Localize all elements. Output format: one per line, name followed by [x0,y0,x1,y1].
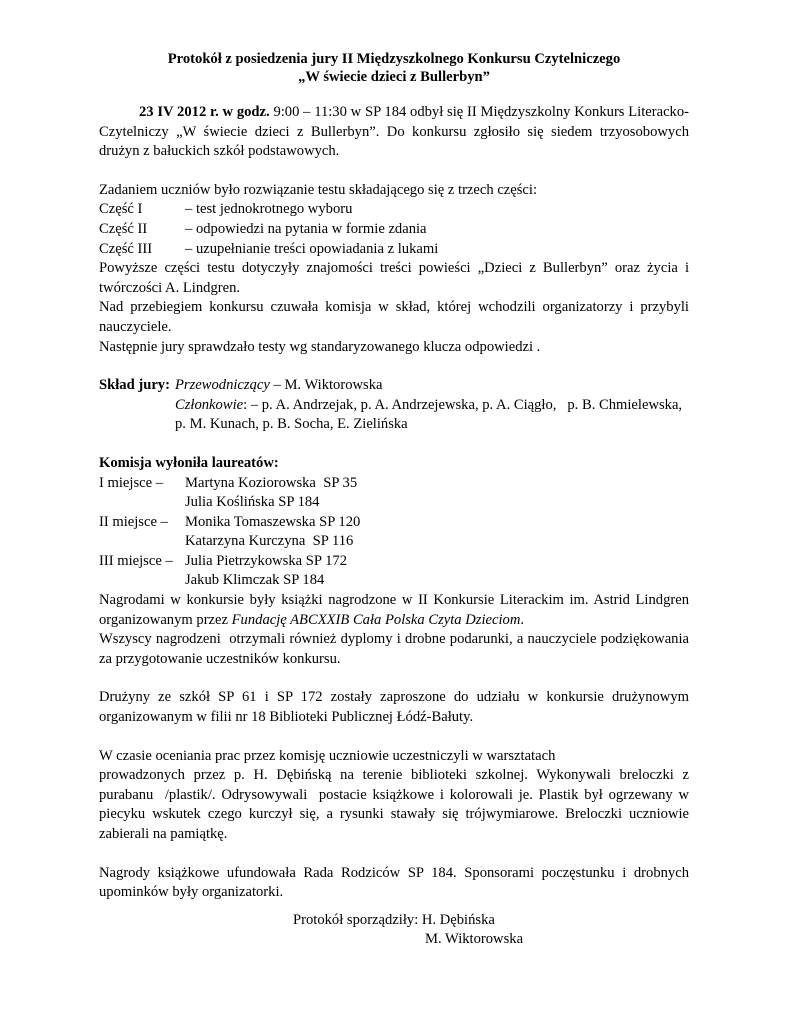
commission-paragraph: Nad przebiegiem konkursu czuwała komisja w skład, której wchodzili organizatorzy i przybyli nauczyciele. [99,299,689,335]
jury-members [99,396,689,435]
title-line-2: „W świecie dzieci z Bullerbyn” [298,69,490,85]
test-part-desc: – test jednokrotnego wyboru [185,201,353,218]
test-part-desc: – odpowiedzi na pytania w formie zdania [185,220,427,237]
task-intro: Zadaniem uczniów było rozwiązanie testu składającego się z trzech części: [99,181,538,198]
test-part-label: Część III [99,240,153,257]
laureate-row [99,474,689,494]
laureate-row [99,532,689,552]
jury-label: Skład jury: [99,377,170,394]
chair-role: Przewodniczący [175,377,270,394]
signature-line-1: Protokół sporządziły: H. Dębińska [293,911,495,928]
members-role: Członkowie [175,396,244,413]
place-label: III miejsce – [99,552,173,569]
document-title [99,50,689,86]
workshop-line-1: W czasie oceniania prac przez komisję uczniowie uczestniczyli w warsztatach [99,747,556,764]
place-label: I miejsce – [99,474,164,491]
laureates-heading: Komisja wyłoniła laureatów: [99,454,279,471]
workshop-paragraph: prowadzonych przez p. H. Dębińską na terenie biblioteki szkolnej. Wykonywali breloczki z purabanu /plastik/. Odrysowywali postacie książkowe i kolorowali je. Plastik był ogrzewany w piecyku wskutek czego kurczył się, a rysunki stawały się trójwymiarowe. Breloczki uczniowie zabierali na pamiątkę. [99,767,693,842]
prizes-end: . [520,611,525,628]
intro-paragraph [99,103,689,162]
grading-paragraph: Następnie jury sprawdzało testy wg standaryzowanego klucza odpowiedzi . [99,338,541,355]
prizes-text: Nagrodami w konkursie były książki nagrodzone w II Konkursie Literackim im. Astrid Lindgren organizowanym przez [99,592,689,628]
jury-section [99,376,689,396]
test-part-row [99,200,689,220]
laureate-name: Katarzyna Kurczyna SP 116 [185,533,354,550]
signature-line-2: M. Wiktorowska [425,931,524,948]
laureate-row [99,493,689,513]
test-part-row [99,240,689,260]
sponsors-paragraph: Nagrody książkowe ufundowała Rada Rodziców SP 184. Sponsorami poczęstunku i drobnych upominków były organizatorki. [99,864,689,901]
title-line-1: Protokół z posiedzenia jury II Międzyszkolnego Konkursu Czytelniczego [167,51,621,67]
test-part-label: Część I [99,201,143,218]
jury-list [175,376,689,396]
chair-name: – M. Wiktorowska [269,377,383,394]
laureate-row [99,513,689,533]
jury-chair [175,376,689,396]
invitation-paragraph: Drużyny ze szkół SP 61 i SP 172 zostały zaproszone do udziału w konkursie drużynowym organizowanym w filii nr 18 Biblioteki Publicznej Łódź-Bałuty. [99,689,689,726]
test-scope-paragraph: Powyższe części testu dotyczyły znajomości treści powieści „Dzieci z Bullerbyn” oraz życia i twórczości A. Lindgren. [99,260,689,296]
laureate-name: Monika Tomaszewska SP 120 [185,513,361,530]
laureate-name: Jakub Klimczak SP 184 [185,572,325,589]
intro-text: 9:00 – 11:30 w SP 184 odbył się II Międzyszkolny Konkurs Literacko-Czytelniczy „W świecie dzieci z Bullerbyn”. Do konkursu zgłosiło się siedem trzyosobowych drużyn z bałuckich szkół podstawowych. [99,104,690,160]
laureate-row [99,552,689,572]
laureate-name: Julia Pietrzykowska SP 172 [185,552,348,569]
test-part-row [99,220,689,240]
members-names: : – p. A. Andrzejak, p. A. Andrzejewska, p. A. Ciągło, p. B. Chmielewska, p. M. Kunach, p. B. Socha, E. Zielińska [175,396,686,433]
prizes-paragraph [99,591,689,630]
test-part-label: Część II [99,220,148,237]
diplomas-paragraph: Wszyscy nagrodzeni otrzymali również dyplomy i drobne podarunki, a nauczyciele podziękowania za przygotowanie uczestników konkursu. [99,631,693,667]
test-part-desc: – uzupełnianie treści opowiadania z lukami [185,240,439,257]
laureate-name: Martyna Koziorowska SP 35 [185,474,358,491]
laureate-name: Julia Koślińska SP 184 [185,494,320,511]
foundation-name: Fundację ABCXXIB Cała Polska Czyta Dzieciom [231,611,521,628]
document-page [99,50,693,950]
place-label: II miejsce – [99,513,168,530]
intro-date: 23 IV 2012 r. w godz. [139,104,270,120]
laureate-row [99,571,689,591]
